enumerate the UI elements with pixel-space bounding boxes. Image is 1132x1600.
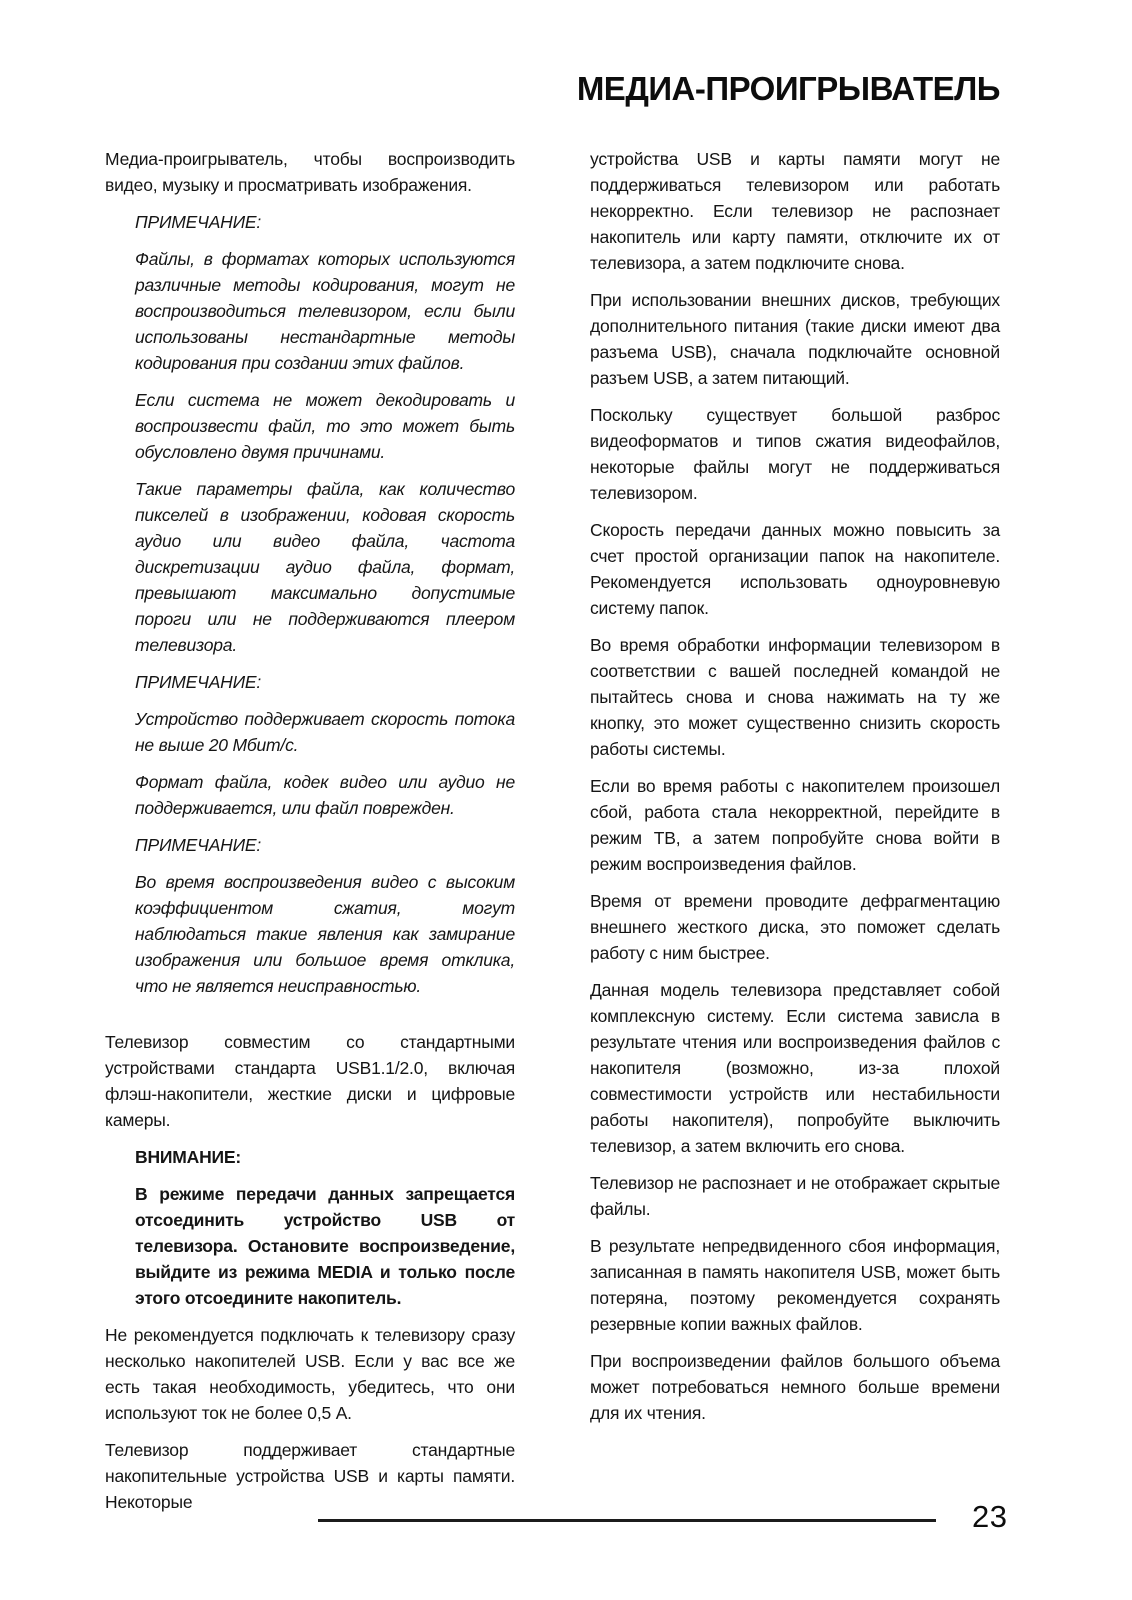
body-paragraph: Если во время работы с накопителем произошел сбой, работа стала некорректной, перейдите в режим ТВ, а затем попробуйте снова войти в режим воспроизведения файлов.	[590, 776, 1000, 874]
page-number: 23	[972, 1499, 1008, 1534]
left-column	[105, 146, 515, 1526]
body-paragraph: Данная модель телевизора представляет собой комплексную систему. Если система зависла в результате чтения или воспроизведения файлов с накопителя (возможно, из-за плохой совместимости устройств или нестабильности работы накопителя), попробуйте выключить телевизор, а затем включить его снова.	[590, 980, 1000, 1156]
note-text: Файлы, в форматах которых используются различные методы кодирования, могут не воспроизводиться телевизором, если были использованы нестандартные методы кодирования при создании этих файлов.	[135, 249, 515, 373]
body-paragraph: При воспроизведении файлов большого объема может потребоваться немного больше времени для их чтения.	[590, 1351, 1000, 1423]
footer-rule	[318, 1519, 936, 1522]
body-paragraph: В результате непредвиденного сбоя информация, записанная в память накопителя USB, может быть потеряна, поэтому рекомендуется сохранять резервные копии важных файлов.	[590, 1236, 1000, 1334]
body-paragraph: При использовании внешних дисков, требующих дополнительного питания (такие диски имеют два разъема USB), сначала подключайте основной разъем USB, а затем питающий.	[590, 290, 1000, 388]
body-paragraph: Не рекомендуется подключать к телевизору сразу несколько накопителей USB. Если у вас все же есть такая необходимость, убедитесь, что они используют ток не более 0,5 А.	[105, 1325, 515, 1423]
note-text: Устройство поддерживает скорость потока не выше 20 Мбит/с.	[135, 709, 515, 755]
right-column	[590, 146, 1000, 1526]
note-text: Если система не может декодировать и воспроизвести файл, то это может быть обусловлено двумя причинами.	[135, 390, 515, 462]
note-text: Во время воспроизведения видео с высоким коэффициентом сжатия, могут наблюдаться такие явления как замирание изображения или большое время отклика, что не является неисправностью.	[135, 872, 515, 996]
body-paragraph: Поскольку существует большой разброс видеоформатов и типов сжатия видеофайлов, некоторые файлы могут не поддерживаться телевизором.	[590, 405, 1000, 503]
note-text: Такие параметры файла, как количество пикселей в изображении, кодовая скорость аудио или видео файла, частота дискретизации аудио файла, формат, превышают максимально допустимые пороги или не поддерживаются плеером телевизора.	[135, 479, 515, 655]
note-label: ПРИМЕЧАНИЕ:	[135, 672, 262, 692]
body-paragraph: устройства USB и карты памяти могут не поддерживаться телевизором или работать некорректно. Если телевизор не распознает накопитель или карту памяти, отключите их от телевизора, а затем подключите снова.	[590, 149, 1000, 273]
body-paragraph: Телевизор поддерживает стандартные накопительные устройства USB и карты памяти. Некоторые	[105, 1440, 515, 1512]
warning-text: В режиме передачи данных запрещается отсоединить устройство USB от телевизора. Остановите воспроизведение, выйдите из режима MEDIA и только после этого отсоедините накопитель.	[135, 1184, 515, 1308]
note-text: Формат файла, кодек видео или аудио не поддерживается, или файл поврежден.	[135, 772, 515, 818]
warning-label: ВНИМАНИЕ:	[135, 1147, 241, 1167]
body-paragraph: Телевизор не распознает и не отображает скрытые файлы.	[590, 1173, 1000, 1219]
page-title: МЕДИА-ПРОИГРЫВАТЕЛЬ	[576, 70, 1000, 107]
body-paragraph: Во время обработки информации телевизором в соответствии с вашей последней командой не пытайтесь снова и снова нажимать на ту же кнопку, это может существенно снизить скорость работы системы.	[590, 635, 1000, 759]
note-label: ПРИМЕЧАНИЕ:	[135, 835, 262, 855]
note-label: ПРИМЕЧАНИЕ:	[135, 212, 262, 232]
body-paragraph: Время от времени проводите дефрагментацию внешнего жесткого диска, это поможет сделать работу с ним быстрее.	[590, 891, 1000, 963]
content-columns	[105, 146, 1000, 1526]
body-paragraph: Телевизор совместим со стандартными устройствами стандарта USB1.1/2.0, включая флэш-накопители, жесткие диски и цифровые камеры.	[105, 1032, 515, 1130]
body-paragraph: Скорость передачи данных можно повысить за счет простой организации папок на накопителе. Рекомендуется использовать одноуровневую систему папок.	[590, 520, 1000, 618]
body-paragraph: Медиа-проигрыватель, чтобы воспроизводить видео, музыку и просматривать изображения.	[105, 149, 515, 195]
